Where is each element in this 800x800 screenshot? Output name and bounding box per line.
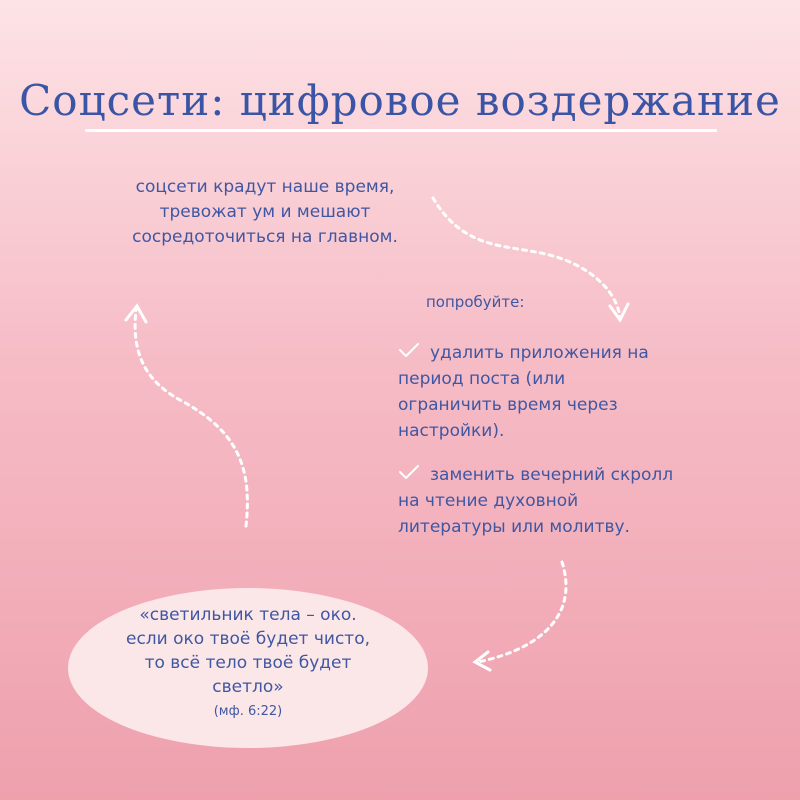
quote-line: то всё тело твоё будет: [144, 653, 352, 673]
quote-line: «светильник тела – око.: [139, 605, 357, 625]
tip-line: на чтение духовной: [398, 491, 579, 511]
intro-line: тревожат ум и мешают: [159, 202, 371, 222]
bible-quote: [68, 603, 428, 725]
tip-line: заменить вечерний скролл: [430, 465, 674, 485]
tip-line: литературы или молитву.: [398, 517, 630, 537]
tip-item: [398, 340, 708, 444]
try-label: попробуйте:: [426, 293, 525, 311]
tip-line: удалить приложения на: [430, 343, 649, 363]
quote-reference: (мф. 6:22): [213, 704, 283, 719]
quote-line: светло»: [212, 677, 284, 697]
tip-line: период поста (или: [398, 369, 566, 389]
page-title: Соцсети: цифровое воздержание: [19, 76, 781, 126]
tip-line: настройки).: [398, 421, 505, 441]
dashed-arrow-icon: [478, 562, 566, 662]
tip-item: [398, 462, 708, 540]
intro-line: соцсети крадут наше время,: [135, 177, 395, 197]
checkmark-icon: [398, 342, 420, 358]
checkmark-icon: [398, 464, 420, 480]
quote-line: если око твоё будет чисто,: [126, 629, 370, 649]
tip-line: ограничить время через: [398, 395, 618, 415]
intro-line: сосредоточиться на главном.: [132, 227, 398, 247]
dashed-arrow-icon: [135, 310, 247, 526]
